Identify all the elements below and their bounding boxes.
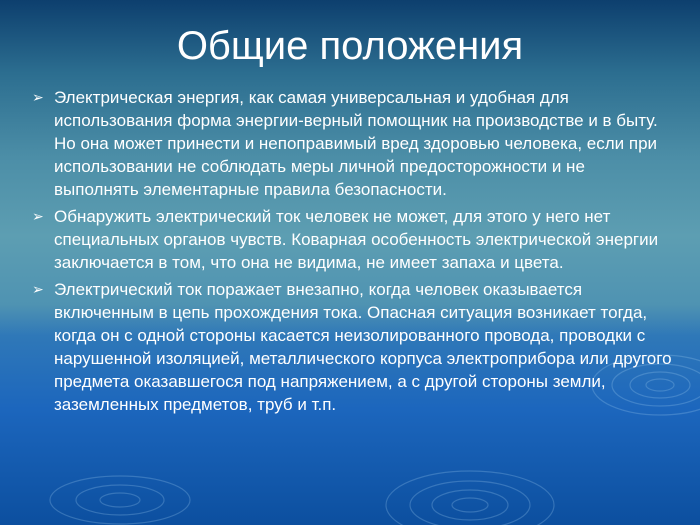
bullet-text: Электрическая энергия, как самая универсальная и удобная для использования форма энергии-верный помощник на производстве и в быту. Но она может принести и непоправимый вред здоровью человека, если при использовании не соблюдать меры личной предосторожности и не выполнять элементарные правила безопасности. (54, 88, 658, 199)
arrow-bullet-icon: ➢ (32, 89, 44, 105)
bullet-item (32, 205, 672, 274)
bullet-item (32, 86, 672, 201)
slide-title: Общие положения (176, 24, 524, 68)
bullet-list (32, 86, 672, 420)
bullet-text: Электрический ток поражает внезапно, когда человек оказывается включенным в цепь прохождения тока. Опасная ситуация возникает тогда, когда он с одной стороны касается неизолированного провода, проводки с нарушенной изоляцией, металлического корпуса электроприбора или другого предмета оказавшегося под напряжением, а с другой стороны земли, заземленных предметов, труб и т.п. (54, 280, 672, 414)
arrow-bullet-icon: ➢ (32, 208, 44, 224)
arrow-bullet-icon: ➢ (32, 281, 44, 297)
bullet-item (32, 278, 672, 416)
bullet-text: Обнаружить электрический ток человек не может, для этого у него нет специальных органов чувств. Коварная особенность электрической энергии заключается в том, что она не видима, не имеет запаха и цвета. (54, 207, 659, 272)
